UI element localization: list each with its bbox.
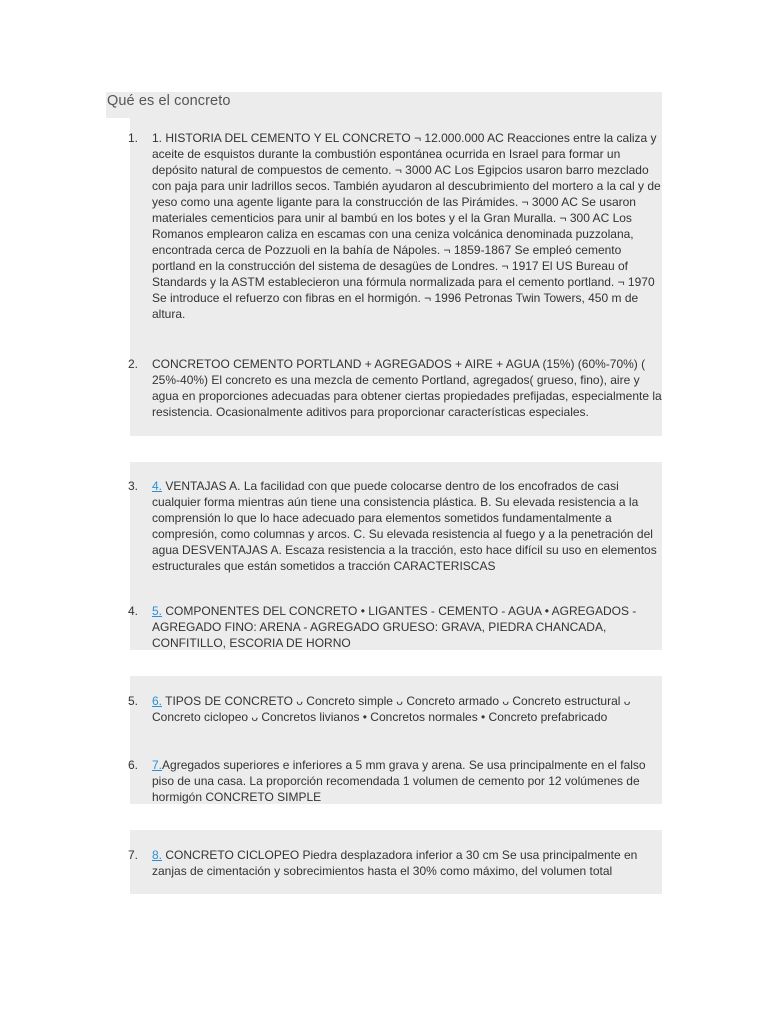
list-item-text: 1. HISTORIA DEL CEMENTO Y EL CONCRETO ¬ 12.000.000 AC Reacciones entre la caliza y aceite de esquistos durante la combustión espontánea ocurrida en Israel para formar un depósito natural de compuestos de cemento. ¬ 3000 AC Los Egipcios usaron barro mezclado con paja para unir ladrillos secos. También ayudaron al descubrimiento del mortero a la cal y de yeso como una agente ligante para la construcción de las Pirámides. ¬ 3000 AC Se usaron materiales cementicios para unir al bambú en los botes y el la Gran Muralla. ¬ 300 AC Los Romanos emplearon caliza en escamas con una ceniza volcánica denominada puzzolana, encontrada cerca de Pozzuoli en la bahía de Nápoles. ¬ 1859-1867 Se empleó cemento portland en la construcción del sistema de desagües de Londres. ¬ 1917 El US Bureau of Standards y la ASTM establecieron una fórmula normalizada para el cemento portland. ¬ 1970 Se introduce el refuerzo con fibras en el hormigón. ¬ 1996 Petronas Twin Towers, 450 m de altura. [152,131,661,321]
page-link[interactable]: 8. [152,848,163,862]
page-link[interactable]: 4. [152,479,163,493]
list-number: 1. [128,131,139,145]
list-number: 6. [128,758,139,772]
list-item-text: CONCRETO CICLOPEO Piedra desplazadora inferior a 30 cm Se usa principalmente en zanjas de cimentación y sobrecimientos hasta el 30% como máximo, del volumen total [152,848,638,878]
list-item-text: COMPONENTES DEL CONCRETO • LIGANTES - CEMENTO - AGUA • AGREGADOS - AGREGADO FINO: ARENA - AGREGADO GRUESO: GRAVA, PIEDRA CHANCADA, CONFITILLO, ESCORIA DE HORNO [152,604,637,650]
page-link[interactable]: 5. [152,604,163,618]
list-item-text: VENTAJAS A. La facilidad con que puede colocarse dentro de los encofrados de casi cualquier forma mientras aún tiene una consistencia plástica. B. Su elevada resistencia a la comprensión lo que lo hace adecuado para elementos sometidos fundamentalmente a compresión, como columnas y arcos. C. Su elevada resistencia al fuego y a la penetración del agua DESVENTAJAS A. Escaza resistencia a la tracción, esto hace difícil su uso en elementos estructurales que están sometidos a tracción CARACTERISCAS [152,479,657,573]
page-link[interactable]: 7. [152,758,163,772]
list-item-text: Agregados superiores e inferiores a 5 mm grava y arena. Se usa principalmente en el falso piso de una casa. La proporción recomendada 1 volumen de cemento por 12 volúmenes de hormigón CONCRETO SIMPLE [152,758,646,804]
list-number: 5. [128,694,139,708]
page-link[interactable]: 6. [152,694,163,708]
list-number: 2. [128,357,139,371]
list-number: 3. [128,479,139,493]
list-number: 4. [128,604,139,618]
list-item-text: TIPOS DE CONCRETO ᴗ Concreto simple ᴗ Concreto armado ᴗ Concreto estructural ᴗ Concreto ciclopeo ᴗ Concretos livianos • Concretos normales • Concreto prefabricado [152,694,631,724]
page-title: Qué es el concreto [107,93,231,109]
list-number: 7. [128,848,139,862]
list-item-text: CONCRETOO CEMENTO PORTLAND + AGREGADOS + AIRE + AGUA (15%) (60%-70%) ( 25%-40%) El concreto es una mezcla de cemento Portland, agregados( grueso, fino), aire y agua en proporciones adecuadas para obtener ciertas propiedades prefijadas, especialmente la resistencia. Ocasionalmente aditivos para proporcionar características especiales. [152,357,662,419]
